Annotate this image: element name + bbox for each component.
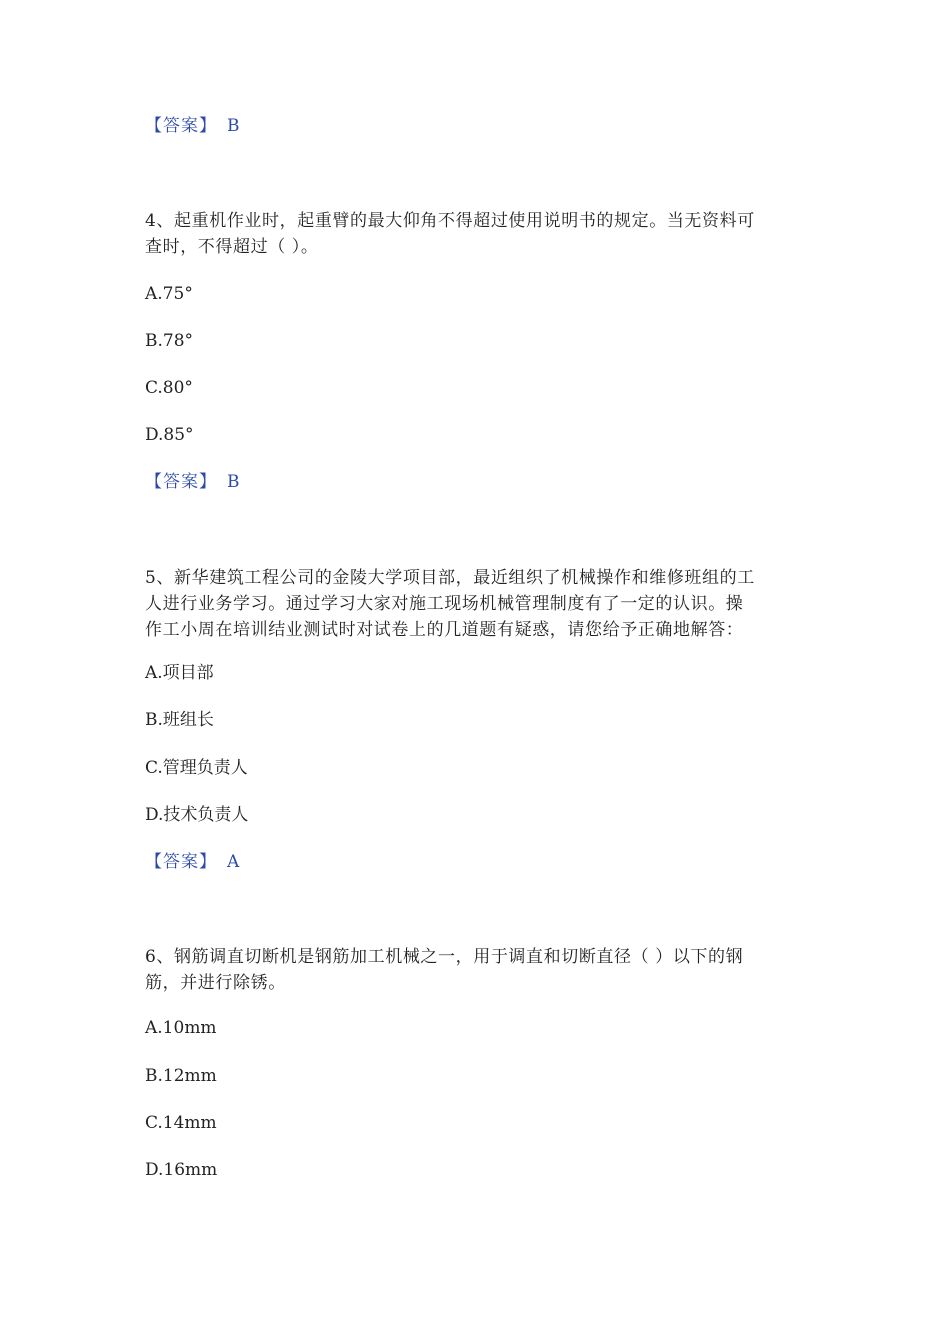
question-6-option-c: C.14mm [145, 1113, 217, 1133]
question-4-option-a: A.75° [145, 284, 193, 304]
answer-tag: 【答案】 [145, 852, 217, 872]
question-5-option-c: C.管理负责人 [145, 758, 248, 778]
question-4-option-d: D.85° [145, 425, 194, 445]
question-6-option-d: D.16mm [145, 1160, 218, 1180]
question-4-answer-row [145, 469, 240, 495]
question-5-option-d: D.技术负责人 [145, 805, 249, 825]
question-6-text-line-1: 6、钢筋调直切断机是钢筋加工机械之一，用于调直和切断直径（ ）以下的钢 [145, 947, 744, 967]
question-6-text-line-2: 筋，并进行除锈。 [145, 973, 286, 993]
question-5-option-b: B.班组长 [145, 710, 214, 730]
question-4-text-line-2: 查时，不得超过（ ）。 [145, 237, 319, 257]
answer-tag: 【答案】 [145, 472, 217, 492]
question-5-text-line-3: 作工小周在培训结业测试时对试卷上的几道题有疑惑，请您给予正确地解答： [145, 620, 744, 640]
question-5-text-line-1: 5、新华建筑工程公司的金陵大学项目部，最近组织了机械操作和维修班组的工 [145, 568, 755, 588]
answer-value: A [227, 852, 240, 872]
question-5-answer-row [145, 849, 239, 875]
prev-answer-row [145, 113, 240, 139]
question-5-option-a: A.项目部 [145, 663, 214, 683]
question-4-text-line-1: 4、起重机作业时，起重臂的最大仰角不得超过使用说明书的规定。当无资料可 [145, 211, 755, 231]
answer-value: B [227, 116, 240, 136]
answer-tag: 【答案】 [145, 116, 217, 136]
question-4-option-b: B.78° [145, 331, 194, 351]
question-4-option-c: C.80° [145, 378, 193, 398]
question-5-text-line-2: 人进行业务学习。通过学习大家对施工现场机械管理制度有了一定的认识。操 [145, 594, 744, 614]
question-6-option-a: A.10mm [145, 1018, 217, 1038]
answer-value: B [227, 472, 240, 492]
question-6-option-b: B.12mm [145, 1066, 217, 1086]
